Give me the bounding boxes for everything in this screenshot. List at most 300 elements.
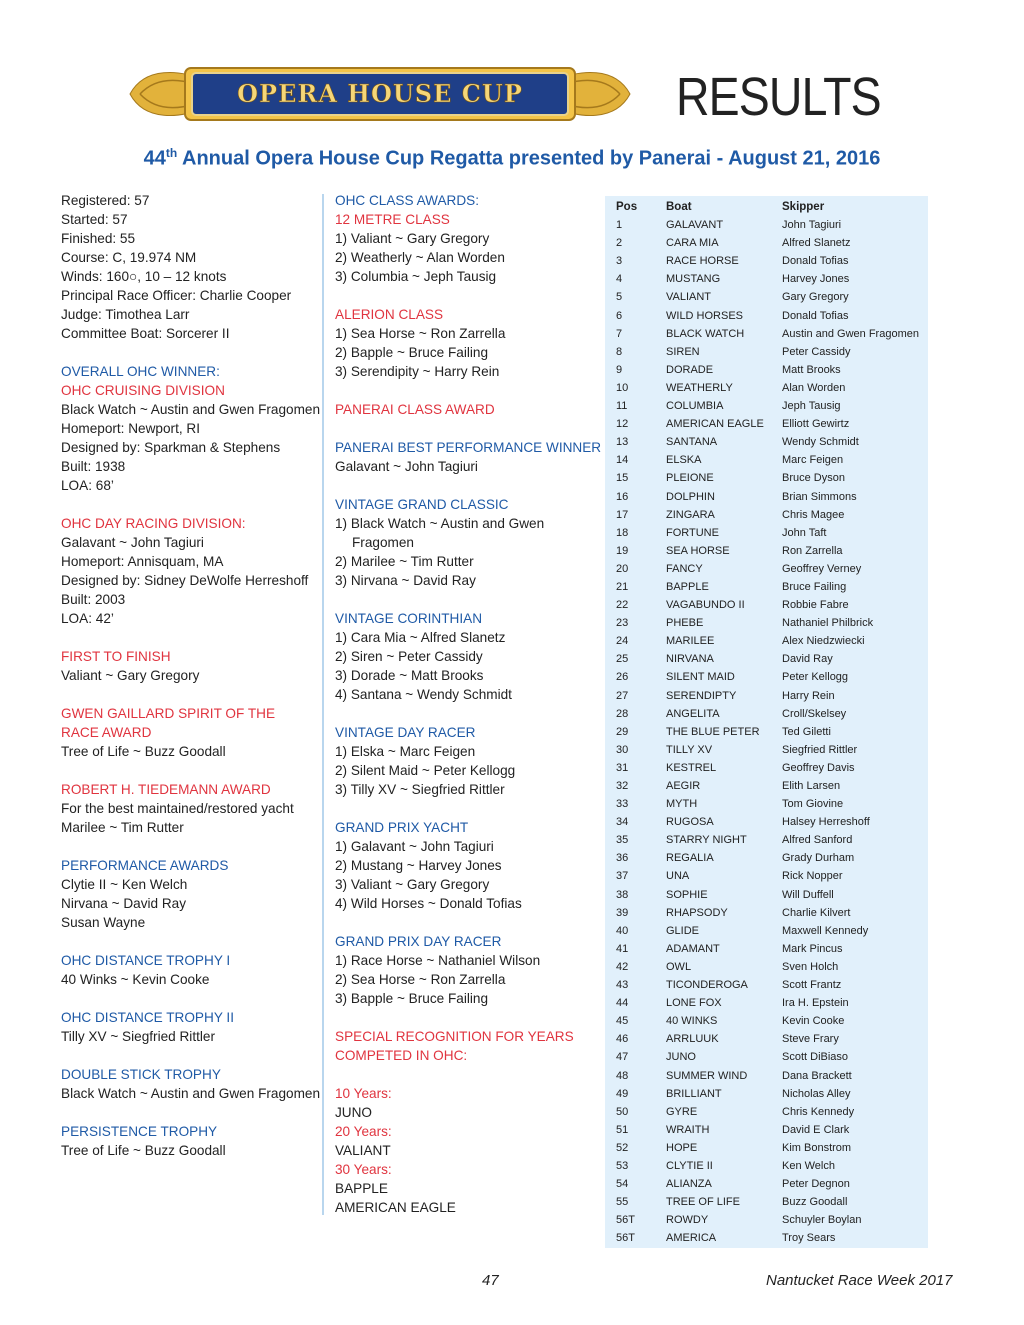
text-line: 4) Santana ~ Wendy Schmidt [335, 687, 512, 702]
skipper-cell: Elith Larsen [782, 780, 841, 792]
class-awards-column [335, 191, 638, 1217]
boat-cell: KESTREL [666, 761, 717, 774]
skipper-cell: Marc Feigen [782, 454, 844, 467]
position-cell: 21 [616, 580, 629, 593]
text-line: Tree of Life ~ Buzz Goodall [61, 744, 226, 759]
table-row [605, 886, 928, 904]
table-row [605, 668, 928, 686]
boat-cell: SERENDIPTY [666, 689, 737, 702]
boat-cell: PLEIONE [666, 472, 714, 485]
text-line: BAPPLE [335, 1181, 388, 1196]
spacer [335, 913, 635, 932]
text-line: 3) Valiant ~ Gary Gregory [335, 877, 490, 892]
skipper-cell: John Taft [782, 526, 827, 539]
skipper-cell: Austin and Gwen Fragomen [782, 327, 919, 340]
text-line: OHC CRUISING DIVISION [61, 383, 225, 398]
boat-cell: GLIDE [666, 924, 700, 937]
text-line: COMPETED IN OHC: [335, 1048, 468, 1063]
position-cell: 3 [616, 255, 623, 268]
boat-cell: ZINGARA [666, 508, 715, 521]
header-boat: Boat [666, 201, 692, 213]
position-cell: 9 [616, 363, 623, 376]
position-cell: 42 [616, 960, 629, 973]
spacer [335, 799, 635, 818]
text-line: Winds: 160○, 10 – 12 knots [61, 269, 227, 284]
skipper-cell: Schuyler Boylan [782, 1214, 862, 1227]
header-skipper: Skipper [782, 201, 825, 213]
skipper-cell: Kim Bonstrom [782, 1141, 852, 1154]
text-line: 1) Elska ~ Marc Feigen [335, 744, 476, 759]
position-cell: 48 [616, 1069, 629, 1082]
table-row [605, 270, 928, 288]
text-line: 3) Serendipity ~ Harry Rein [335, 364, 500, 379]
position-cell: 55 [616, 1196, 629, 1209]
position-cell: 33 [616, 798, 629, 811]
text-line: LOA: 68’ [61, 478, 114, 493]
boat-cell: GALAVANT [666, 219, 724, 232]
table-row [605, 451, 928, 469]
boat-cell: SILENT MAID [666, 671, 735, 684]
race-info-awards-column [61, 191, 361, 1160]
text-line: PERFORMANCE AWARDS [61, 858, 229, 873]
skipper-cell: Gary Gregory [782, 291, 849, 304]
text-line: Designed by: Sidney DeWolfe Herreshoff [61, 573, 309, 588]
position-cell: 45 [616, 1015, 629, 1028]
text-line: GRAND PRIX YACHT [335, 820, 469, 835]
boat-cell: OWL [666, 960, 692, 973]
boat-cell: DOLPHIN [666, 490, 715, 503]
boat-cell: JUNO [666, 1051, 696, 1064]
skipper-cell: Mark Pincus [782, 942, 843, 955]
position-cell: 43 [616, 979, 629, 992]
text-line: 20 Years: [335, 1124, 392, 1139]
text-line: 2) Siren ~ Peter Cassidy [335, 649, 483, 664]
text-line: GRAND PRIX DAY RACER [335, 934, 502, 949]
page-number: 47 [482, 1272, 499, 1289]
boat-cell: STARRY NIGHT [666, 834, 747, 847]
table-row [605, 922, 928, 940]
spacer [61, 495, 361, 514]
skipper-cell: Wendy Schmidt [782, 436, 859, 449]
table-row [605, 1229, 928, 1247]
boat-cell: SEA HORSE [666, 544, 730, 557]
skipper-cell: Chris Magee [782, 508, 845, 521]
table-row [605, 542, 928, 560]
skipper-cell: Croll/Skelsey [782, 707, 847, 720]
table-row [605, 650, 928, 668]
skipper-cell: Peter Degnon [782, 1178, 850, 1191]
text-line: Galavant ~ John Tagiuri [61, 535, 204, 550]
skipper-cell: Siegfried Rittler [782, 743, 858, 756]
position-cell: 40 [616, 924, 629, 937]
position-cell: 26 [616, 671, 629, 684]
boat-cell: AEGIR [666, 780, 701, 792]
logo-text: OPERA HOUSE CUP [237, 79, 523, 108]
position-cell: 52 [616, 1141, 629, 1154]
skipper-cell: Ted Giletti [782, 725, 831, 738]
text-line: 1) Sea Horse ~ Ron Zarrella [335, 326, 506, 341]
spacer [335, 704, 635, 723]
skipper-cell: Troy Sears [782, 1232, 836, 1245]
text-line: 4) Wild Horses ~ Donald Tofias [335, 896, 522, 911]
opera-house-cup-logo [110, 58, 650, 130]
boat-cell: AMERICA [666, 1232, 717, 1245]
results-table-header [605, 198, 928, 216]
text-line: VALIANT [335, 1143, 391, 1158]
position-cell: 6 [616, 309, 623, 322]
table-row [605, 560, 928, 578]
publication-title: Nantucket Race Week 2017 [766, 1272, 953, 1289]
position-cell: 19 [616, 544, 629, 557]
boat-cell: PHEBE [666, 617, 704, 630]
spacer [335, 419, 635, 438]
text-line: 2) Silent Maid ~ Peter Kellogg [335, 763, 516, 778]
table-row [605, 1012, 928, 1030]
skipper-cell: Ron Zarrella [782, 544, 843, 557]
skipper-cell: Kevin Cooke [782, 1015, 845, 1028]
text-line: For the best maintained/restored yacht [61, 801, 294, 816]
boat-cell: ADAMANT [666, 942, 720, 955]
boat-cell: WEATHERLY [666, 381, 733, 394]
text-line: Tree of Life ~ Buzz Goodall [61, 1143, 226, 1158]
text-line: 40 Winks ~ Kevin Cooke [61, 972, 210, 987]
table-row [605, 795, 928, 813]
table-row [605, 994, 928, 1012]
text-line: JUNO [335, 1105, 373, 1120]
skipper-cell: Peter Kellogg [782, 671, 849, 684]
position-cell: 11 [616, 400, 628, 413]
skipper-cell: Alan Worden [782, 381, 846, 394]
table-row [605, 415, 928, 433]
table-row [605, 252, 928, 270]
table-row [605, 632, 928, 650]
skipper-cell: Scott DiBiaso [782, 1051, 849, 1064]
boat-cell: ELSKA [666, 454, 702, 467]
boat-cell: FANCY [666, 562, 703, 575]
table-row [605, 1103, 928, 1121]
position-cell: 17 [616, 508, 629, 521]
text-line: Designed by: Sparkman & Stephens [61, 440, 281, 455]
position-cell: 13 [616, 436, 629, 449]
spacer [61, 343, 361, 362]
boat-cell: RACE HORSE [666, 255, 739, 268]
text-line: PANERAI BEST PERFORMANCE WINNER [335, 440, 602, 455]
text-line: 10 Years: [335, 1086, 392, 1101]
skipper-cell: Matt Brooks [782, 363, 841, 376]
text-line: 3) Nirvana ~ David Ray [335, 573, 476, 588]
skipper-cell: Geoffrey Verney [782, 562, 862, 575]
skipper-cell: Alex Niedzwiecki [782, 635, 865, 648]
text-line: OHC DISTANCE TROPHY I [61, 953, 231, 968]
position-cell: 24 [616, 635, 629, 648]
position-cell: 46 [616, 1033, 629, 1046]
table-row [605, 307, 928, 325]
text-line: SPECIAL RECOGNITION FOR YEARS [335, 1029, 574, 1044]
text-line: 3) Dorade ~ Matt Brooks [335, 668, 484, 683]
text-line: 3) Tilly XV ~ Siegfried Rittler [335, 782, 505, 797]
boat-cell: THE BLUE PETER [666, 725, 760, 738]
table-row [605, 904, 928, 922]
boat-cell: ALIANZA [666, 1178, 712, 1191]
skipper-cell: Steve Frary [782, 1033, 839, 1046]
text-line: VINTAGE DAY RACER [335, 725, 476, 740]
boat-cell: WRAITH [666, 1123, 710, 1136]
skipper-cell: Donald Tofias [782, 255, 849, 268]
boat-cell: SOPHIE [666, 888, 708, 901]
boat-cell: RUGOSA [666, 816, 714, 829]
skipper-cell: Brian Simmons [782, 490, 857, 503]
skipper-cell: David Ray [782, 653, 833, 666]
position-cell: 7 [616, 327, 623, 340]
text-line: Homeport: Newport, RI [61, 421, 201, 436]
skipper-cell: Alfred Slanetz [782, 237, 851, 250]
text-line: OVERALL OHC WINNER: [61, 364, 220, 379]
text-line: LOA: 42’ [61, 611, 114, 626]
skipper-cell: Alfred Sanford [782, 834, 853, 847]
boat-cell: VAGABUNDO II [666, 599, 745, 612]
skipper-cell: Maxwell Kennedy [782, 924, 869, 937]
text-line: 1) Cara Mia ~ Alfred Slanetz [335, 630, 506, 645]
table-row [605, 831, 928, 849]
text-line: DOUBLE STICK TROPHY [61, 1067, 221, 1082]
skipper-cell: Harry Rein [782, 689, 835, 702]
boat-cell: ANGELITA [666, 707, 720, 720]
table-row [605, 325, 928, 343]
position-cell: 30 [616, 743, 629, 756]
skipper-cell: Bruce Dyson [782, 472, 845, 485]
table-row [605, 940, 928, 958]
boat-cell: COLUMBIA [666, 400, 724, 413]
table-row [605, 1175, 928, 1193]
skipper-cell: Ken Welch [782, 1159, 835, 1172]
text-line: OHC CLASS AWARDS: [335, 193, 480, 208]
text-line: Fragomen [352, 535, 414, 550]
skipper-cell: Sven Holch [782, 960, 839, 973]
position-cell: 18 [616, 526, 629, 539]
boat-cell: MUSTANG [666, 273, 721, 286]
text-line: 3) Columbia ~ Jeph Tausig [335, 269, 497, 284]
spacer [335, 476, 635, 495]
skipper-cell: John Tagiuri [782, 219, 842, 232]
skipper-cell: Buzz Goodall [782, 1196, 848, 1209]
text-line: Built: 2003 [61, 592, 126, 607]
text-line: 1) Galavant ~ John Tagiuri [335, 839, 494, 854]
skipper-cell: Dana Brackett [782, 1069, 852, 1082]
table-row [605, 849, 928, 867]
boat-cell: ROWDY [666, 1214, 709, 1227]
table-row [605, 614, 928, 632]
spacer [61, 1046, 361, 1065]
boat-cell: GYRE [666, 1105, 698, 1118]
position-cell: 56T [616, 1214, 635, 1227]
position-cell: 23 [616, 617, 629, 630]
boat-cell: 40 WINKS [666, 1015, 718, 1028]
table-row [605, 578, 928, 596]
spacer [61, 761, 361, 780]
text-line: 3) Bapple ~ Bruce Failing [335, 991, 489, 1006]
table-row [605, 433, 928, 451]
table-row [605, 867, 928, 885]
skipper-cell: Halsey Herreshoff [782, 816, 870, 829]
subtitle-ordinal: 44 [143, 147, 166, 170]
boat-cell: TREE OF LIFE [666, 1196, 740, 1209]
text-line: VINTAGE CORINTHIAN [335, 611, 483, 626]
spacer [335, 1008, 635, 1027]
boat-cell: CARA MIA [666, 237, 719, 250]
text-line: ALERION CLASS [335, 307, 444, 322]
boat-cell: SIREN [666, 345, 700, 358]
boat-cell: REGALIA [666, 852, 714, 865]
position-cell: 54 [616, 1178, 629, 1191]
boat-cell: NIRVANA [666, 653, 714, 666]
position-cell: 32 [616, 780, 629, 792]
position-cell: 34 [616, 816, 629, 829]
table-row [605, 524, 928, 542]
text-line: 12 METRE CLASS [335, 212, 450, 227]
boat-cell: RHAPSODY [666, 906, 728, 919]
table-row [605, 976, 928, 994]
text-line: Nirvana ~ David Ray [61, 896, 187, 911]
boat-cell: MYTH [666, 798, 698, 811]
header-pos: Pos [616, 201, 638, 213]
boat-cell: LONE FOX [666, 997, 722, 1010]
text-line: ROBERT H. TIEDEMANN AWARD [61, 782, 271, 797]
table-row [605, 361, 928, 379]
position-cell: 5 [616, 291, 623, 304]
boat-cell: BAPPLE [666, 580, 709, 593]
skipper-cell: Bruce Failing [782, 580, 847, 593]
table-row [605, 343, 928, 361]
skipper-cell: Tom Giovine [782, 798, 844, 811]
table-row [605, 759, 928, 777]
table-row [605, 1121, 928, 1139]
skipper-cell: Rick Nopper [782, 870, 843, 883]
text-line: Tilly XV ~ Siegfried Rittler [61, 1029, 215, 1044]
boat-cell: BRILLIANT [666, 1087, 722, 1100]
position-cell: 49 [616, 1087, 629, 1100]
results-table [605, 198, 928, 1247]
boat-cell: WILD HORSES [666, 309, 744, 322]
skipper-cell: Nathaniel Philbrick [782, 617, 874, 630]
boat-cell: HOPE [666, 1141, 698, 1154]
text-line: Black Watch ~ Austin and Gwen Fragomen [61, 402, 321, 417]
position-cell: 27 [616, 689, 629, 702]
text-line: PANERAI CLASS AWARD [335, 402, 495, 417]
text-line: Registered: 57 [61, 193, 150, 208]
text-line: Committee Boat: Sorcerer II [61, 326, 230, 341]
regatta-subtitle [0, 146, 1024, 171]
table-row [605, 397, 928, 415]
text-line: Built: 1938 [61, 459, 126, 474]
skipper-cell: Charlie Kilvert [782, 906, 851, 919]
position-cell: 4 [616, 273, 623, 286]
text-line: Judge: Timothea Larr [61, 307, 190, 322]
text-line: Finished: 55 [61, 231, 136, 246]
text-line: 30 Years: [335, 1162, 392, 1177]
boat-cell: MARILEE [666, 635, 715, 648]
skipper-cell: Nicholas Alley [782, 1087, 851, 1100]
position-cell: 20 [616, 562, 629, 575]
boat-cell: TICONDEROGA [666, 979, 748, 992]
text-line: PERSISTENCE TROPHY [61, 1124, 218, 1139]
position-cell: 44 [616, 997, 629, 1010]
position-cell: 10 [616, 381, 629, 394]
table-row [605, 1157, 928, 1175]
position-cell: 2 [616, 237, 623, 250]
position-cell: 36 [616, 852, 629, 865]
subtitle-ordinal-suffix: th [165, 146, 178, 160]
position-cell: 41 [616, 942, 629, 955]
table-row [605, 1085, 928, 1103]
boat-cell: BLACK WATCH [666, 327, 745, 340]
skipper-cell: Peter Cassidy [782, 345, 851, 358]
position-cell: 39 [616, 906, 629, 919]
spacer [335, 590, 635, 609]
text-line: Valiant ~ Gary Gregory [61, 668, 200, 683]
position-cell: 47 [616, 1051, 629, 1064]
text-line: Marilee ~ Tim Rutter [61, 820, 184, 835]
boat-cell: SUMMER WIND [666, 1069, 748, 1082]
table-row [605, 1139, 928, 1157]
skipper-cell: Geoffrey Davis [782, 761, 855, 774]
text-line: 1) Race Horse ~ Nathaniel Wilson [335, 953, 541, 968]
table-row [605, 288, 928, 306]
table-row [605, 1211, 928, 1229]
boat-cell: ARRLUUK [666, 1033, 719, 1046]
table-row [605, 1067, 928, 1085]
table-row [605, 596, 928, 614]
text-line: 2) Marilee ~ Tim Rutter [335, 554, 474, 569]
table-row [605, 813, 928, 831]
table-row [605, 1193, 928, 1211]
table-row [605, 379, 928, 397]
table-row [605, 234, 928, 252]
skipper-cell: Donald Tofias [782, 309, 849, 322]
position-cell: 1 [616, 219, 623, 232]
text-line: 2) Bapple ~ Bruce Failing [335, 345, 489, 360]
text-line: Susan Wayne [61, 915, 146, 930]
text-line: FIRST TO FINISH [61, 649, 171, 664]
position-cell: 25 [616, 653, 629, 666]
boat-cell: UNA [666, 870, 690, 883]
page-title: RESULTS [676, 67, 881, 127]
spacer [61, 989, 361, 1008]
text-line: Clytie II ~ Ken Welch [61, 877, 188, 892]
position-cell: 15 [616, 472, 629, 485]
skipper-cell: Will Duffell [782, 888, 834, 901]
skipper-cell: Harvey Jones [782, 273, 850, 286]
boat-cell: TILLY XV [666, 743, 713, 756]
table-row [605, 1030, 928, 1048]
text-line: 2) Mustang ~ Harvey Jones [335, 858, 502, 873]
text-line: 1) Valiant ~ Gary Gregory [335, 231, 490, 246]
spacer [61, 1103, 361, 1122]
spacer [335, 1065, 635, 1084]
spacer [61, 837, 361, 856]
boat-cell: AMERICAN EAGLE [666, 418, 764, 431]
table-row [605, 741, 928, 759]
table-row [605, 687, 928, 705]
boat-cell: SANTANA [666, 436, 718, 449]
subtitle-text: Annual Opera House Cup Regatta presented by Panerai - August 21, 2016 [177, 147, 881, 170]
text-line: 2) Sea Horse ~ Ron Zarrella [335, 972, 506, 987]
text-line: AMERICAN EAGLE [335, 1200, 456, 1215]
skipper-cell: Chris Kennedy [782, 1105, 855, 1118]
table-row [605, 705, 928, 723]
text-line: Homeport: Annisquam, MA [61, 554, 224, 569]
boat-cell: DORADE [666, 363, 714, 376]
position-cell: 22 [616, 599, 629, 612]
